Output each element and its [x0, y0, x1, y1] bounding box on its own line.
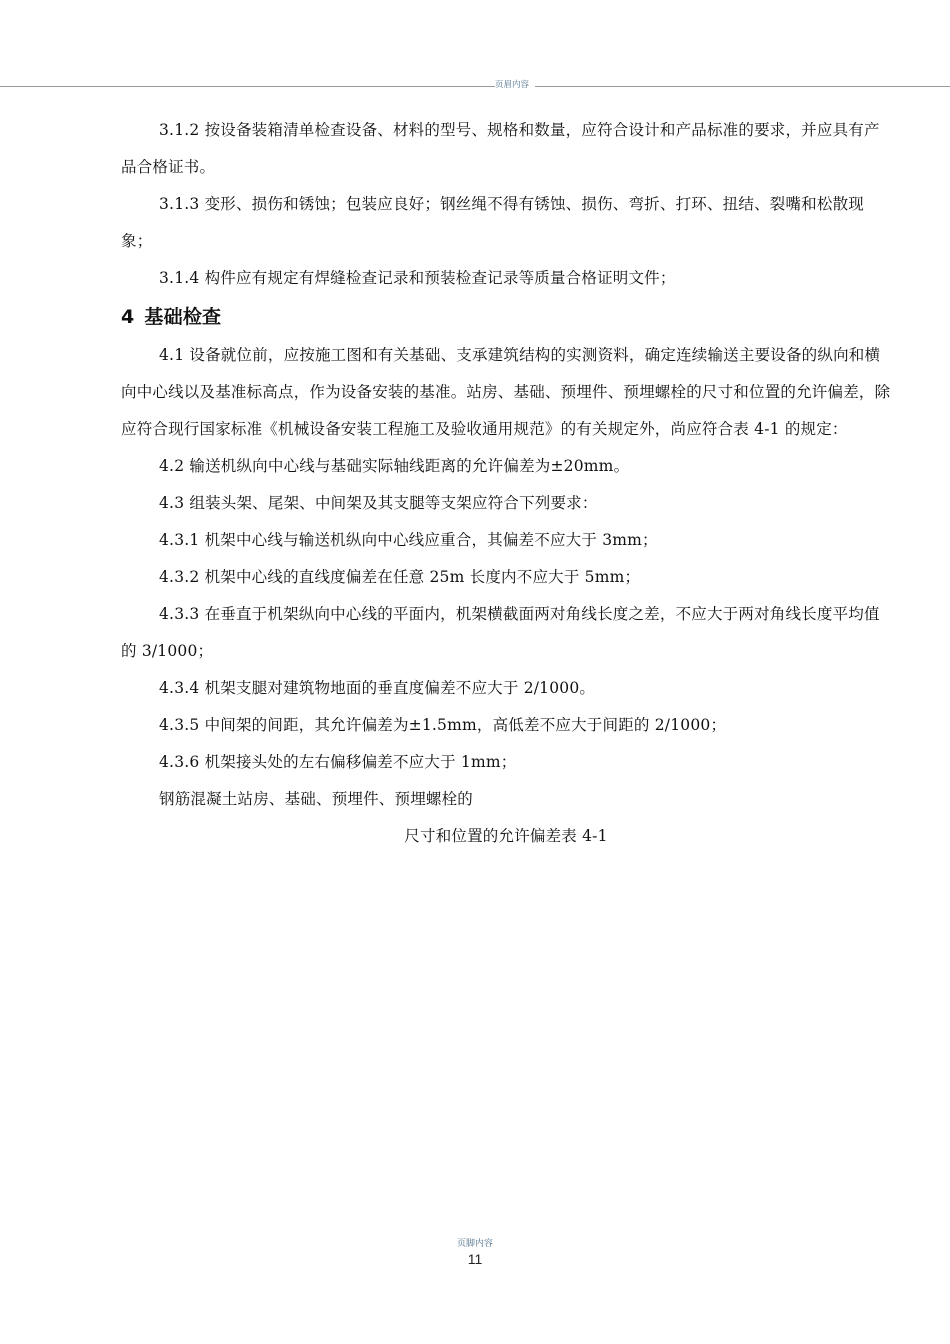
page-header: 页眉内容	[495, 80, 535, 91]
paragraph-4-3-3: 4.3.3 在垂直于机架纵向中心线的平面内，机架横截面两对角线长度之差，不应大于两对角线长度平均值的 3/1000；	[121, 605, 880, 660]
document-body	[121, 112, 891, 855]
paragraph-4-1: 4.1 设备就位前，应按施工图和有关基础、支承建筑结构的实测资料，确定连续输送主要设备的纵向和横向中心线以及基准标高点，作为设备安装的基准。站房、基础、预埋件、预埋螺栓的尺寸和位置的允许偏差，除应符合现行国家标准《机械设备安装工程施工及验收通用规范》的有关规定外，尚应符合表 4-1 的规定：	[121, 346, 891, 438]
table-title-line: 钢筋混凝土站房、基础、预埋件、预埋螺栓的	[159, 790, 474, 808]
paragraph-4-3-6: 4.3.6 机架接头处的左右偏移偏差不应大于 1mm；	[159, 753, 517, 771]
paragraph-3-1-4: 3.1.4 构件应有规定有焊缝检查记录和预装检查记录等质量合格证明文件；	[159, 269, 676, 287]
paragraph-4-3-1: 4.3.1 机架中心线与输送机纵向中心线应重合，其偏差不应大于 3mm；	[159, 531, 658, 549]
section-heading	[121, 297, 891, 337]
page-footer: 页脚内容	[456, 1239, 493, 1249]
paragraph-4-3-2: 4.3.2 机架中心线的直线度偏差在任意 25m 长度内不应大于 5mm；	[159, 568, 641, 586]
paragraph-4-3-4: 4.3.4 机架支腿对建筑物地面的垂直度偏差不应大于 2/1000。	[159, 679, 596, 697]
header-rule	[0, 86, 950, 87]
paragraph-4-3: 4.3 组装头架、尾架、中间架及其支腿等支架应符合下列要求：	[159, 494, 598, 512]
section-number: 4	[121, 306, 135, 328]
paragraph-4-3-5: 4.3.5 中间架的间距，其允许偏差为±1.5mm，高低差不应大于间距的 2/1000；	[159, 716, 727, 734]
paragraph-3-1-2: 3.1.2 按设备装箱清单检查设备、材料的型号、规格和数量，应符合设计和产品标准的要求，并应具有产品合格证书。	[121, 121, 880, 176]
section-title: 基础检查	[144, 306, 222, 328]
table-caption: 尺寸和位置的允许偏差表 4-1	[404, 827, 608, 845]
paragraph-3-1-3: 3.1.3 变形、损伤和锈蚀；包装应良好；钢丝绳不得有锈蚀、损伤、弯折、打环、扭结、裂嘴和松散现象；	[121, 195, 864, 250]
page-number: 11	[467, 1251, 483, 1267]
paragraph-4-2: 4.2 输送机纵向中心线与基础实际轴线距离的允许偏差为±20mm。	[159, 457, 630, 475]
